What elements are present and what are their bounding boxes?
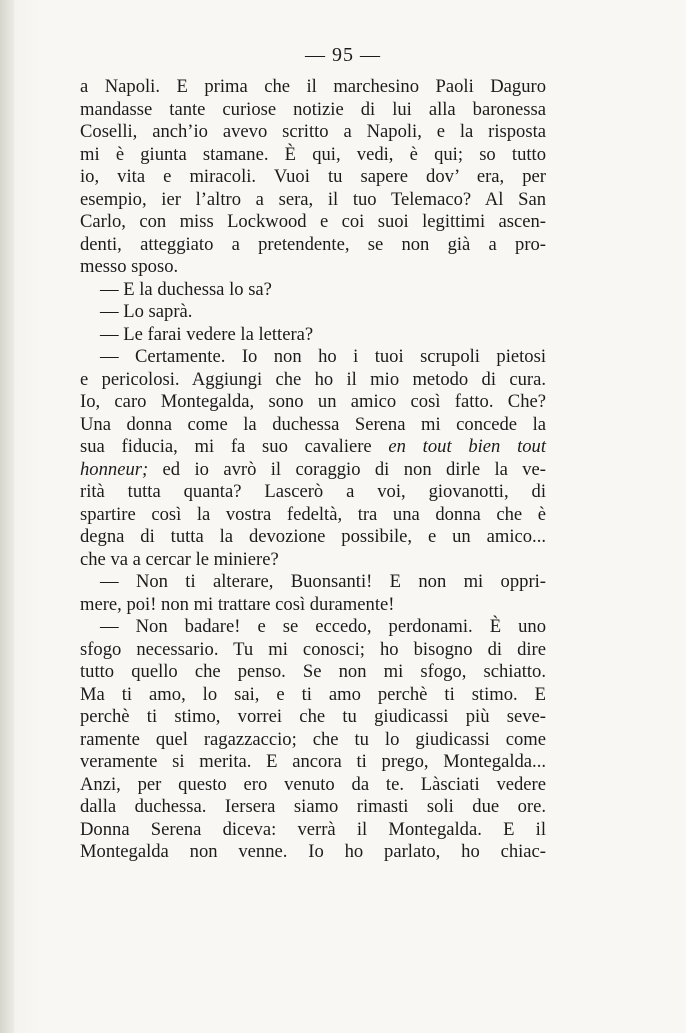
page-number: — 95 — [305, 44, 381, 66]
text-line: denti, atteggiato a pretendente, se non già a pro- [80, 233, 546, 255]
text-line: mere, poi! non mi trattare così duramente! [80, 593, 395, 615]
text-line: Donna Serena diceva: verrà il Montegalda. E il [80, 818, 546, 840]
text-line: Io, caro Montegalda, sono un amico così fatto. Che? [80, 391, 546, 412]
text-line: degna di tutta la devozione possibile, e un amico... [80, 526, 546, 547]
dialogue-line: — Non badare! e se eccedo, perdonami. È uno [100, 616, 546, 637]
dialogue-line: — Le farai vedere la lettera? [100, 323, 314, 345]
text-line: io, vita e miracoli. Vuoi tu sapere dov’ era, per [80, 166, 546, 187]
text-line: a Napoli. E prima che il marchesino Paoli Daguro [80, 76, 546, 97]
text-line: spartire così la vostra fedeltà, tra una donna che è [80, 503, 546, 525]
text-line: veramente si merita. E ancora ti prego, Montegalda... [80, 751, 546, 772]
text-line: tutto quello che penso. Se non mi sfogo, schiatto. [80, 661, 546, 682]
text-line: honneur; ed io avrò il coraggio di non dirle la ve- [80, 458, 546, 480]
text-line: Coselli, anch’io avevo scritto a Napoli, e la risposta [80, 121, 546, 142]
text-line: Montegalda non venne. Io ho parlato, ho chiac- [80, 841, 546, 862]
page-spine [0, 0, 14, 1033]
dialogue-line: — Lo saprà. [100, 301, 193, 322]
text-line: e pericolosi. Aggiungi che ho il mio metodo di cura. [80, 368, 546, 390]
text-line: rità tutta quanta? Lascerò a voi, giovanotti, di [80, 481, 546, 502]
text-line: dalla duchessa. Iersera siamo rimasti soli due ore. [80, 796, 546, 817]
text-line: Anzi, per questo ero venuto da te. Làsciati vedere [80, 773, 546, 795]
text-line: Una donna come la duchessa Serena mi concede la [80, 413, 546, 435]
dialogue-line: — E la duchessa lo sa? [100, 278, 272, 300]
text-line: perchè ti stimo, vorrei che tu giudicassi più seve- [80, 706, 546, 727]
text-line: esempio, ier l’altro a sera, il tuo Telemaco? Al San [80, 188, 546, 210]
text-line: messo sposo. [80, 256, 179, 277]
text-line: sua fiducia, mi fa suo cavaliere en tout bien tout [80, 436, 546, 457]
text-block [80, 76, 546, 864]
text-line: ramente quel ragazzaccio; che tu lo giudicassi come [80, 728, 546, 750]
text-line: Ma ti amo, lo sai, e ti amo perchè ti stimo. E [80, 683, 546, 705]
text-line: sfogo necessario. Tu mi conosci; ho bisogno di dire [80, 638, 546, 660]
text-line: che va a cercar le miniere? [80, 548, 279, 570]
dialogue-line: — Non ti alterare, Buonsanti! E non mi oppri- [100, 571, 546, 592]
text-line: Carlo, con miss Lockwood e coi suoi legittimi ascen- [80, 211, 546, 232]
text-line: mi è giunta stamane. È qui, vedi, è qui; so tutto [80, 143, 546, 165]
text-line: mandasse tante curiose notizie di lui alla baronessa [80, 98, 546, 120]
dialogue-line: — Certamente. Io non ho i tuoi scrupoli pietosi [100, 346, 546, 367]
